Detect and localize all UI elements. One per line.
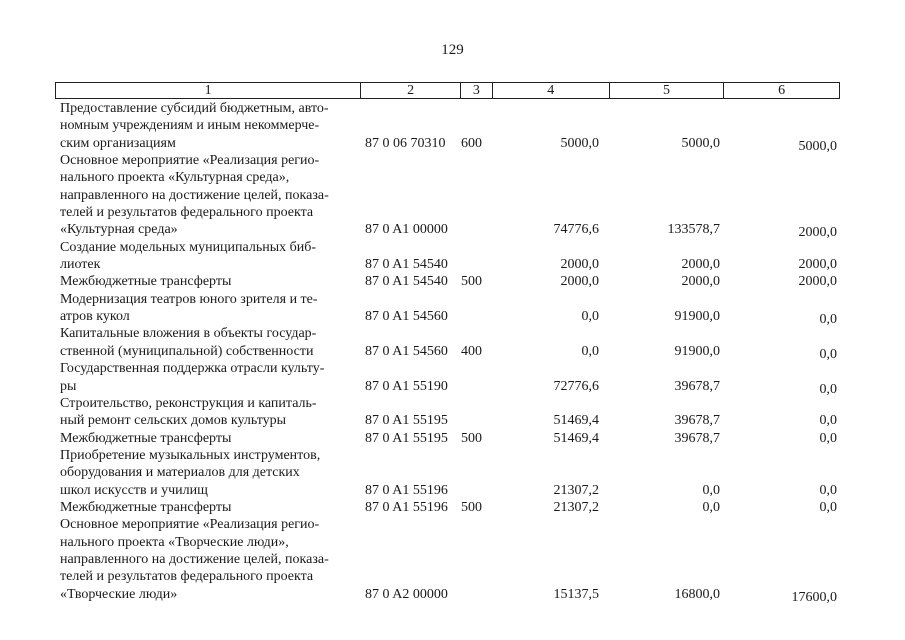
row-name-line: оборудования и материалов для детских (60, 465, 300, 481)
row-name-line: направленного на достижение целей, показа- (60, 551, 329, 567)
value-year-1: 74776,6 (553, 222, 599, 238)
table-row (60, 395, 840, 430)
value-year-3: 0,0 (819, 346, 837, 362)
row-name (60, 516, 357, 603)
value-year-3: 0,0 (819, 312, 837, 328)
value-year-1: 0,0 (581, 309, 599, 325)
table-body (60, 100, 840, 603)
budget-code: 87 0 A1 55196 (365, 499, 448, 515)
row-name-line: атров кукол (60, 309, 130, 325)
row-name-line: лиотек (60, 257, 101, 273)
row-name (60, 447, 357, 499)
row-name-line: ственной (муниципальной) собственности (60, 343, 314, 359)
value-year-3: 5000,0 (798, 138, 837, 154)
row-name-line: Основное мероприятие «Реализация регио- (60, 517, 320, 533)
row-name-line: Капитальные вложения в объекты государ- (60, 326, 317, 342)
column-header-4: 4 (493, 83, 610, 98)
expense-type: 500 (461, 430, 482, 446)
budget-code: 87 0 A1 54540 (365, 257, 448, 273)
row-name-line: ским организациям (60, 135, 176, 151)
value-year-3: 2000,0 (798, 257, 837, 273)
budget-code: 87 0 A1 55195 (365, 430, 448, 446)
budget-code: 87 0 A1 55196 (365, 482, 448, 498)
table-row (60, 447, 840, 499)
budget-code: 87 0 A1 55190 (365, 378, 448, 394)
value-year-1: 5000,0 (560, 135, 599, 151)
row-name-line: «Творческие люди» (60, 586, 178, 602)
value-year-3: 2000,0 (798, 274, 837, 290)
row-name-line: Модернизация театров юного зрителя и те- (60, 291, 318, 307)
expense-type: 500 (461, 499, 482, 515)
value-year-3: 2000,0 (798, 225, 837, 241)
row-name (60, 430, 357, 447)
expense-type: 500 (461, 274, 482, 290)
column-header-1: 1 (56, 83, 361, 98)
row-name (60, 152, 357, 239)
value-year-1: 72776,6 (553, 378, 599, 394)
row-name (60, 291, 357, 326)
table-row (60, 152, 840, 239)
table-row (60, 516, 840, 603)
row-name (60, 360, 357, 395)
value-year-3: 17600,0 (791, 589, 837, 605)
budget-code: 87 0 A1 54540 (365, 274, 448, 290)
value-year-3: 0,0 (819, 430, 837, 446)
value-year-2: 0,0 (702, 482, 720, 498)
value-year-1: 15137,5 (553, 586, 599, 602)
column-header-3: 3 (461, 83, 493, 98)
row-name-line: Основное мероприятие «Реализация регио- (60, 153, 320, 169)
value-year-2: 16800,0 (674, 586, 720, 602)
budget-code: 87 0 A2 00000 (365, 586, 448, 602)
budget-code: 87 0 A1 00000 (365, 222, 448, 238)
row-name-line: телей и результатов федерального проекта (60, 569, 314, 585)
value-year-3: 0,0 (819, 499, 837, 515)
row-name (60, 273, 357, 290)
table-row (60, 100, 840, 152)
row-name-line: ный ремонт сельских домов культуры (60, 413, 287, 429)
row-name-line: Государственная поддержка отрасли культу- (60, 361, 325, 377)
column-header-2: 2 (361, 83, 461, 98)
row-name-line: номным учреждениям и иным некоммерче- (60, 118, 320, 134)
row-name-line: нального проекта «Культурная среда», (60, 170, 290, 186)
table-header (55, 82, 840, 99)
row-name-line: Приобретение музыкальных инструментов, (60, 447, 321, 463)
table-row (60, 239, 840, 274)
value-year-1: 2000,0 (560, 274, 599, 290)
value-year-3: 0,0 (819, 413, 837, 429)
row-name-line: нального проекта «Творческие люди», (60, 534, 289, 550)
budget-code: 87 0 A1 54560 (365, 343, 448, 359)
value-year-3: 0,0 (819, 381, 837, 397)
table-row (60, 360, 840, 395)
value-year-2: 2000,0 (681, 274, 720, 290)
value-year-1: 51469,4 (553, 430, 599, 446)
row-name (60, 325, 357, 360)
row-name-line: школ искусств и училищ (60, 482, 208, 498)
column-header-6: 6 (778, 83, 786, 98)
row-name-line: направленного на достижение целей, показа- (60, 187, 329, 203)
value-year-2: 5000,0 (681, 135, 720, 151)
budget-code: 87 0 A1 55195 (365, 413, 448, 429)
value-year-2: 91900,0 (674, 343, 720, 359)
row-name-line: Строительство, реконструкция и капиталь- (60, 395, 317, 411)
value-year-3: 0,0 (819, 482, 837, 498)
row-name-line: Межбюджетные трансферты (60, 430, 232, 446)
value-year-1: 21307,2 (553, 499, 599, 515)
expense-type: 600 (461, 135, 482, 151)
value-year-1: 21307,2 (553, 482, 599, 498)
value-year-2: 2000,0 (681, 257, 720, 273)
row-name-line: Создание модельных муниципальных биб- (60, 239, 317, 255)
table-row (60, 499, 840, 516)
budget-code: 87 0 A1 54560 (365, 309, 448, 325)
row-name-line: Межбюджетные трансферты (60, 274, 232, 290)
table-row (60, 273, 840, 290)
row-name (60, 395, 357, 430)
budget-code: 87 0 06 70310 (365, 135, 446, 151)
table-row (60, 291, 840, 326)
row-name-line: Предоставление субсидий бюджетным, авто- (60, 101, 329, 116)
value-year-1: 51469,4 (553, 413, 599, 429)
value-year-2: 39678,7 (674, 378, 720, 394)
value-year-2: 91900,0 (674, 309, 720, 325)
value-year-1: 2000,0 (560, 257, 599, 273)
value-year-1: 0,0 (581, 343, 599, 359)
row-name (60, 100, 357, 152)
column-header-5: 5 (610, 83, 725, 98)
value-year-2: 0,0 (702, 499, 720, 515)
value-year-2: 39678,7 (674, 430, 720, 446)
value-year-2: 39678,7 (674, 413, 720, 429)
table-row (60, 325, 840, 360)
page-number: 129 (441, 42, 464, 58)
row-name (60, 499, 357, 516)
row-name (60, 239, 357, 274)
row-name-line: Межбюджетные трансферты (60, 499, 232, 515)
value-year-2: 133578,7 (667, 222, 720, 238)
row-name-line: «Культурная среда» (60, 222, 178, 238)
row-name-line: ры (60, 378, 77, 394)
table-row (60, 430, 840, 447)
expense-type: 400 (461, 343, 482, 359)
row-name-line: телей и результатов федерального проекта (60, 205, 314, 221)
